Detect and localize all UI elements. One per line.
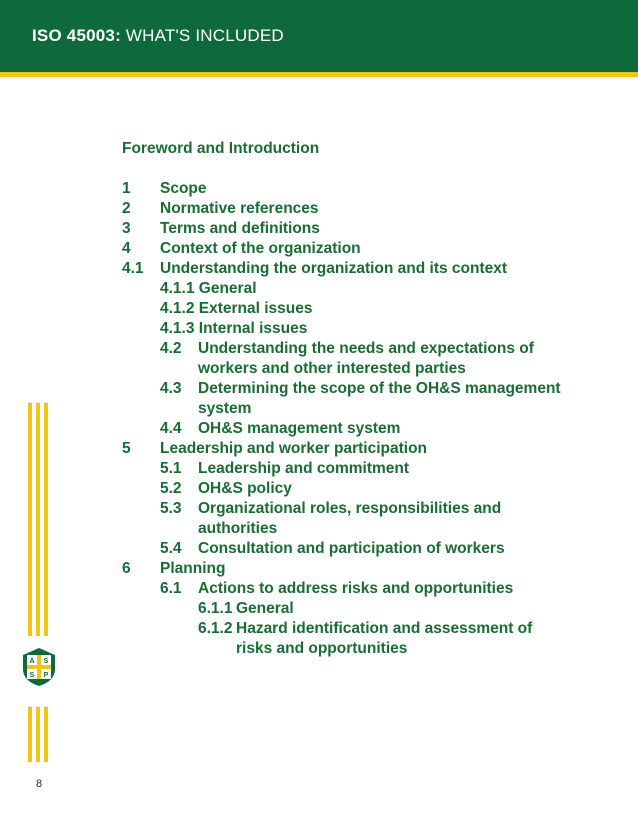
yellow-bar bbox=[28, 707, 32, 762]
toc-item: 4.3 Determining the scope of the OH&S management bbox=[160, 380, 561, 397]
table-of-contents bbox=[122, 139, 602, 659]
svg-text:S: S bbox=[29, 672, 35, 679]
toc-item-continuation: system bbox=[198, 400, 252, 417]
yellow-bar bbox=[44, 403, 48, 636]
title-bold: ISO 45003: bbox=[32, 26, 121, 45]
toc-item: 6.1.1 General bbox=[198, 600, 294, 617]
toc-item: 5.3 Organizational roles, responsibilities and bbox=[160, 500, 502, 517]
yellow-bar bbox=[28, 403, 32, 636]
yellow-bar bbox=[36, 403, 40, 636]
toc-item-continuation: risks and opportunities bbox=[236, 640, 408, 657]
toc-item: 4.1 Understanding the organization and its context bbox=[122, 260, 508, 277]
toc-item: 6.1 Actions to address risks and opportunities bbox=[160, 580, 514, 597]
toc-item: 5.4 Consultation and participation of workers bbox=[160, 540, 505, 557]
yellow-bar bbox=[44, 707, 48, 762]
toc-item: 4.1.1 General bbox=[160, 280, 257, 297]
assp-logo-icon bbox=[22, 647, 56, 687]
page-number: 8 bbox=[36, 778, 43, 790]
toc-item-continuation: authorities bbox=[198, 520, 278, 537]
toc-item: 1 Scope bbox=[122, 180, 207, 197]
toc-intro: Foreword and Introduction bbox=[122, 140, 320, 157]
toc-item: 6 Planning bbox=[122, 560, 226, 577]
toc-item: 4.4 OH&S management system bbox=[160, 420, 401, 437]
toc-item: 5.2 OH&S policy bbox=[160, 480, 292, 497]
toc-item: 4.1.2 External issues bbox=[160, 300, 313, 317]
toc-item: 2 Normative references bbox=[122, 200, 319, 217]
svg-text:S: S bbox=[43, 658, 49, 665]
toc-item-continuation: workers and other interested parties bbox=[198, 360, 466, 377]
page-title bbox=[32, 26, 284, 46]
toc-item: 4 Context of the organization bbox=[122, 240, 361, 257]
header-bar bbox=[0, 0, 638, 72]
svg-text:P: P bbox=[43, 672, 49, 679]
toc-item: 6.1.2 Hazard identification and assessment of bbox=[198, 620, 533, 637]
toc-item: 4.2 Understanding the needs and expectations of bbox=[160, 340, 534, 357]
toc-item: 5.1 Leadership and commitment bbox=[160, 460, 410, 477]
title-rest: WHAT'S INCLUDED bbox=[120, 26, 284, 45]
yellow-bar bbox=[36, 707, 40, 762]
toc-item: 5 Leadership and worker participation bbox=[122, 440, 428, 457]
svg-text:A: A bbox=[29, 658, 35, 665]
toc-item: 4.1.3 Internal issues bbox=[160, 320, 308, 337]
toc-item: 3 Terms and definitions bbox=[122, 220, 320, 237]
header-stripe bbox=[0, 72, 638, 77]
